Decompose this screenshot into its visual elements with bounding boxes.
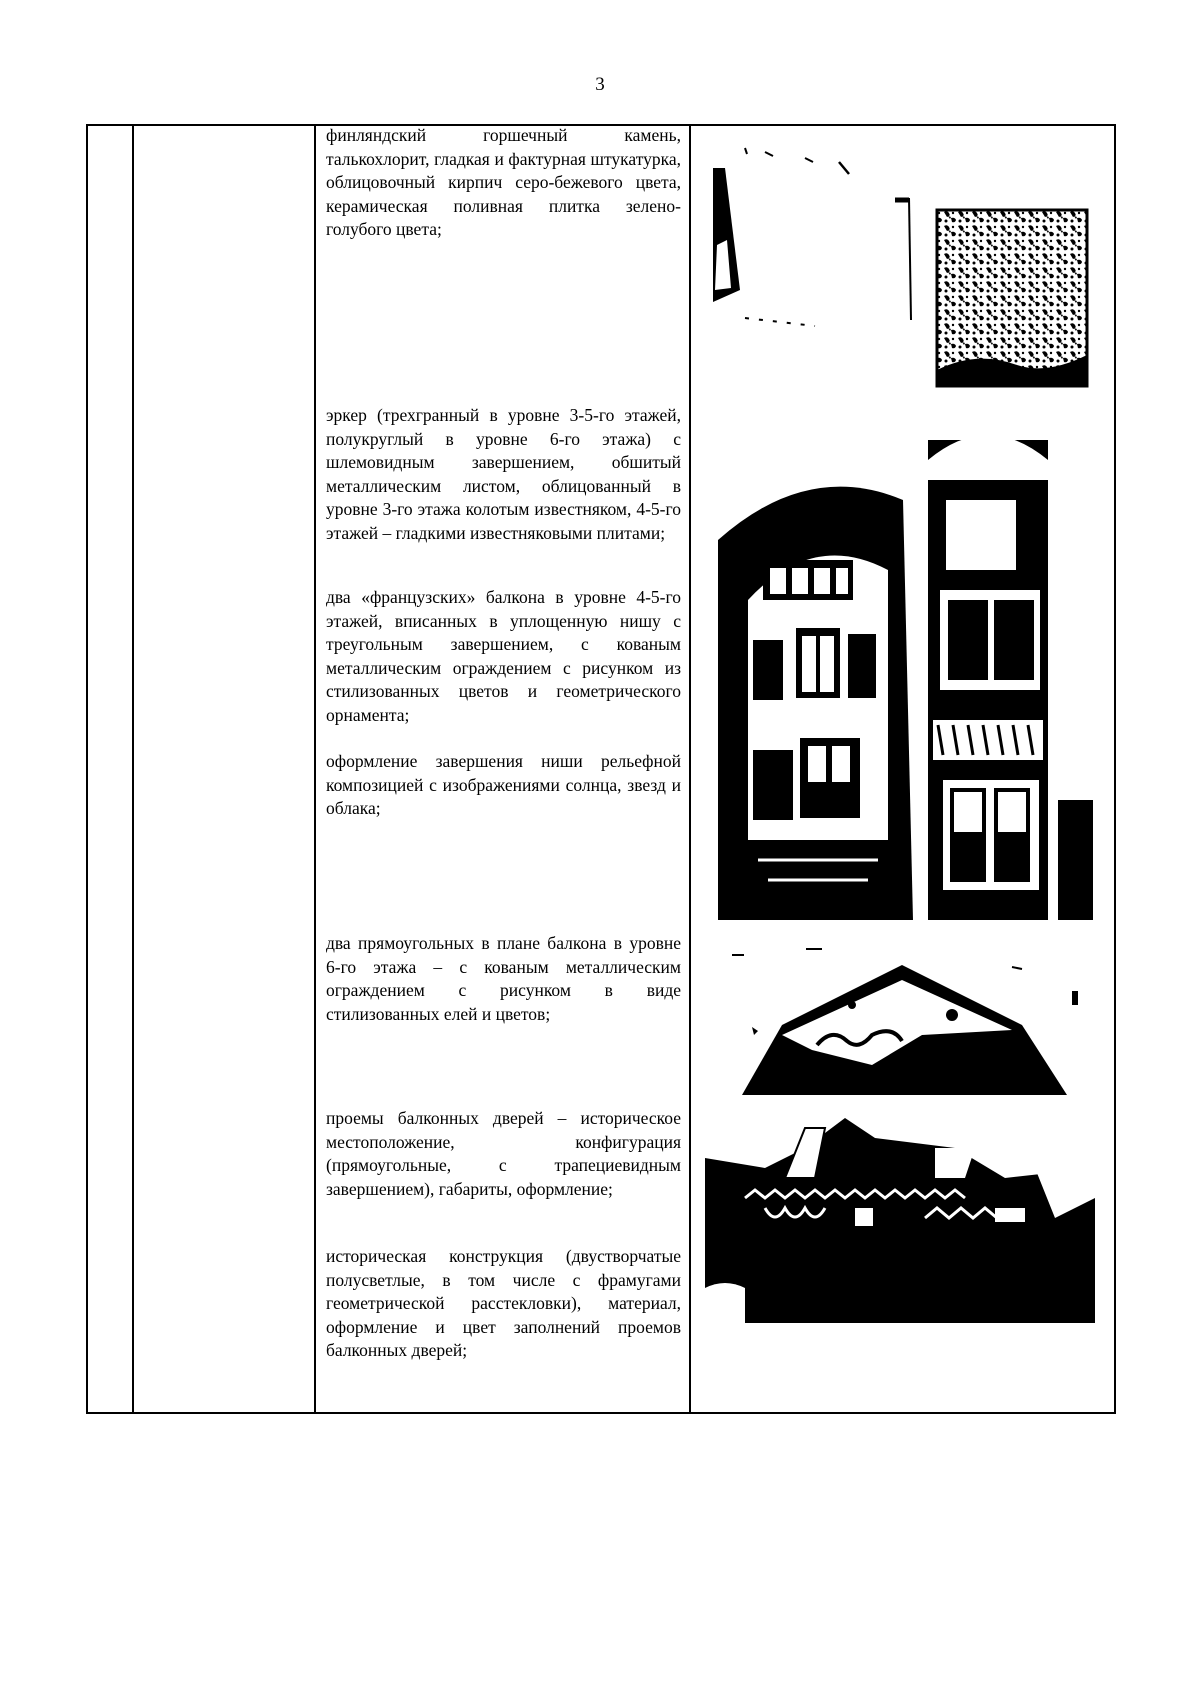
page-number: 3 [595,74,605,95]
niche-relief-paragraph: оформление завершения ниши рельефной композицией с изображениями солнца, звезд и облака; [326,751,681,818]
table-cell-text [326,404,681,545]
balcony-door-construction-paragraph: историческая конструкция (двустворчатые полусветлые, в том числе с фрамугами геометрической расстекловки), материал, оформление и цвет заполнений проемов балконных дверей; [326,1246,681,1360]
balcony-door-openings-paragraph: проемы балконных дверей – историческое местоположение, конфигурация (прямоугольные, с трапециевидным завершением), габариты, оформление; [326,1108,681,1199]
table-cell-text [326,124,681,242]
balconies-6th-floor-paragraph: два прямоугольных в плане балкона в уровне 6-го этажа – с кованым металлическим ограждением с рисунком в виде стилизованных елей и цветов; [326,933,681,1024]
table-cell-text [326,1245,681,1363]
table-cell-text [326,750,681,821]
facade-material-photo [705,140,1090,390]
balconies-photo [705,1108,1095,1323]
table-cell-text [326,1107,681,1201]
table-cell-text [326,586,681,727]
materials-paragraph: финляндский горшечный камень, талькохлорит, гладкая и фактурная штукатурка, облицовочный кирпич серо-бежевого цвета, керамическая поливная плитка зелено-голубого цвета; [326,125,681,239]
table-column-divider [314,124,316,1414]
bay-window-facade-photo [708,420,1098,920]
bay-window-paragraph: эркер (трехгранный в уровне 3-5-го этажей, полукруглый в уровне 6-го этажа) с шлемовидным завершением, обшитый металлическим листом, облицованный в уровне 3-го этажа колотым известняком, 4-5-го этажей – гладкими известняковыми плитами; [326,405,681,543]
niche-relief-photo [722,935,1092,1100]
table-column-divider [132,124,134,1414]
table-column-divider [689,124,691,1414]
french-balconies-paragraph: два «французских» балкона в уровне 4-5-го этажей, вписанных в уплощенную нишу с треугольным завершением, с кованым металлическим ограждением с рисунком из стилизованных цветов и геометрического орнамента; [326,587,681,725]
table-cell-text [326,932,681,1026]
